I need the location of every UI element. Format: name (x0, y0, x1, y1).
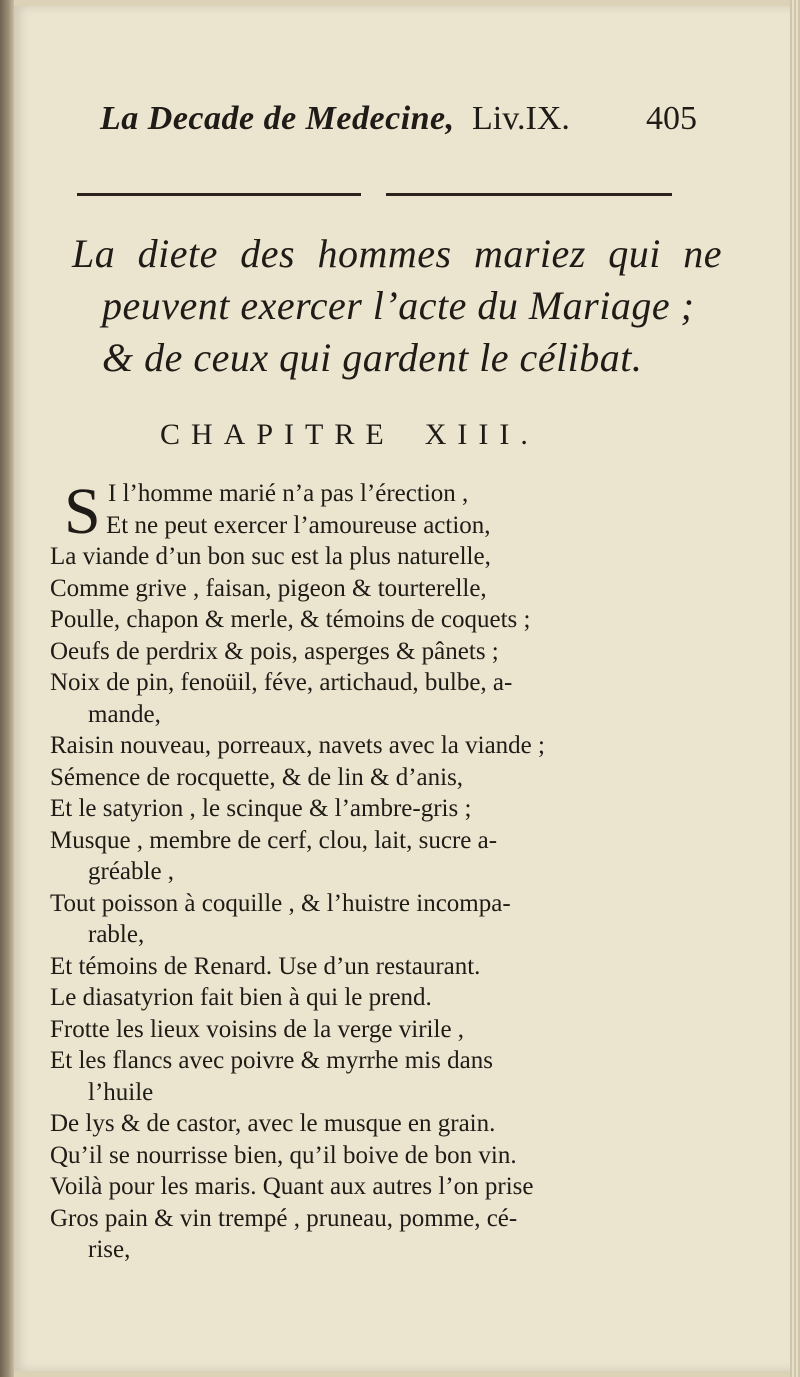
chapter-heading-number: XIII. (424, 418, 539, 451)
verse-line: Sémence de rocquette, & de lin & d’anis, (50, 763, 464, 791)
verse-line: Et ne peut exercer l’amoureuse action, (106, 511, 491, 539)
running-title: La Decade de Medecine, (100, 100, 455, 137)
verse-line: Comme grive , faisan, pigeon & tourterelle, (50, 574, 487, 602)
verse-line: Et le satyrion , le scinque & l’ambre-gris ; (50, 795, 472, 822)
page-number: 405 (646, 100, 697, 137)
book-spine-edge (0, 0, 14, 1377)
verse-line: De lys & de castor, avec le musque en grain. (50, 1110, 496, 1137)
verse-line-continuation: rable, (88, 921, 145, 948)
verse-line: I l’homme marié n’a pas l’érection , (108, 480, 469, 507)
verse-line: Noix de pin, fenoüil, féve, artichaud, bulbe, a- (50, 669, 513, 696)
header-rule-right (386, 193, 672, 196)
running-header (100, 100, 720, 152)
poem-body (50, 475, 710, 1266)
verse-line: Musque , membre de cerf, clou, lait, sucre a- (50, 826, 498, 854)
chapter-heading (160, 418, 539, 452)
chapter-heading-label: CHAPITRE (160, 418, 395, 451)
verse-line: Poulle, chapon & merle, & témoins de coquets ; (50, 606, 531, 633)
verse-line: Raisin nouveau, porreaux, navets avec la viande ; (50, 732, 545, 759)
verse-line: Tout poisson à coquille , & l’huistre incompa- (50, 889, 511, 917)
verse-line: Voilà pour les maris. Quant aux autres l’on prise (50, 1173, 534, 1200)
chapter-title (72, 228, 722, 384)
verse-line: Frotte les lieux voisins de la verge virile , (50, 1015, 465, 1043)
chapter-title-line: peuvent exercer l’acte du Mariage ; (102, 283, 695, 328)
verse-line-continuation: mande, (88, 700, 161, 728)
header-rule-left (77, 193, 361, 196)
chapter-title-line: & de ceux qui gardent le célibat. (102, 335, 643, 380)
chapter-title-line: La diete des hommes mariez qui ne (72, 231, 722, 276)
verse-line: Le diasatyrion fait bien à qui le prend. (50, 984, 432, 1011)
verse-line: Gros pain & vin trempé , pruneau, pomme, cé- (50, 1204, 518, 1232)
verse-line: Oeufs de perdrix & pois, asperges & pânets ; (50, 637, 499, 665)
book-reference: Liv.IX. (472, 100, 570, 137)
verse-line: Qu’il se nourrisse bien, qu’il boive de bon vin. (50, 1141, 517, 1169)
verse-line: Et témoins de Renard. Use d’un restaurant. (50, 952, 481, 980)
drop-cap: S (64, 475, 101, 548)
verse-line-continuation: l’huile (88, 1078, 154, 1106)
verse-line: La viande d’un bon suc est la plus naturelle, (50, 543, 491, 570)
verse-line-continuation: rise, (88, 1236, 131, 1263)
page-stack-edge (790, 0, 800, 1377)
verse-line: Et les flancs avec poivre & myrrhe mis dans (50, 1047, 493, 1074)
verse-line-continuation: gréable , (88, 858, 175, 885)
